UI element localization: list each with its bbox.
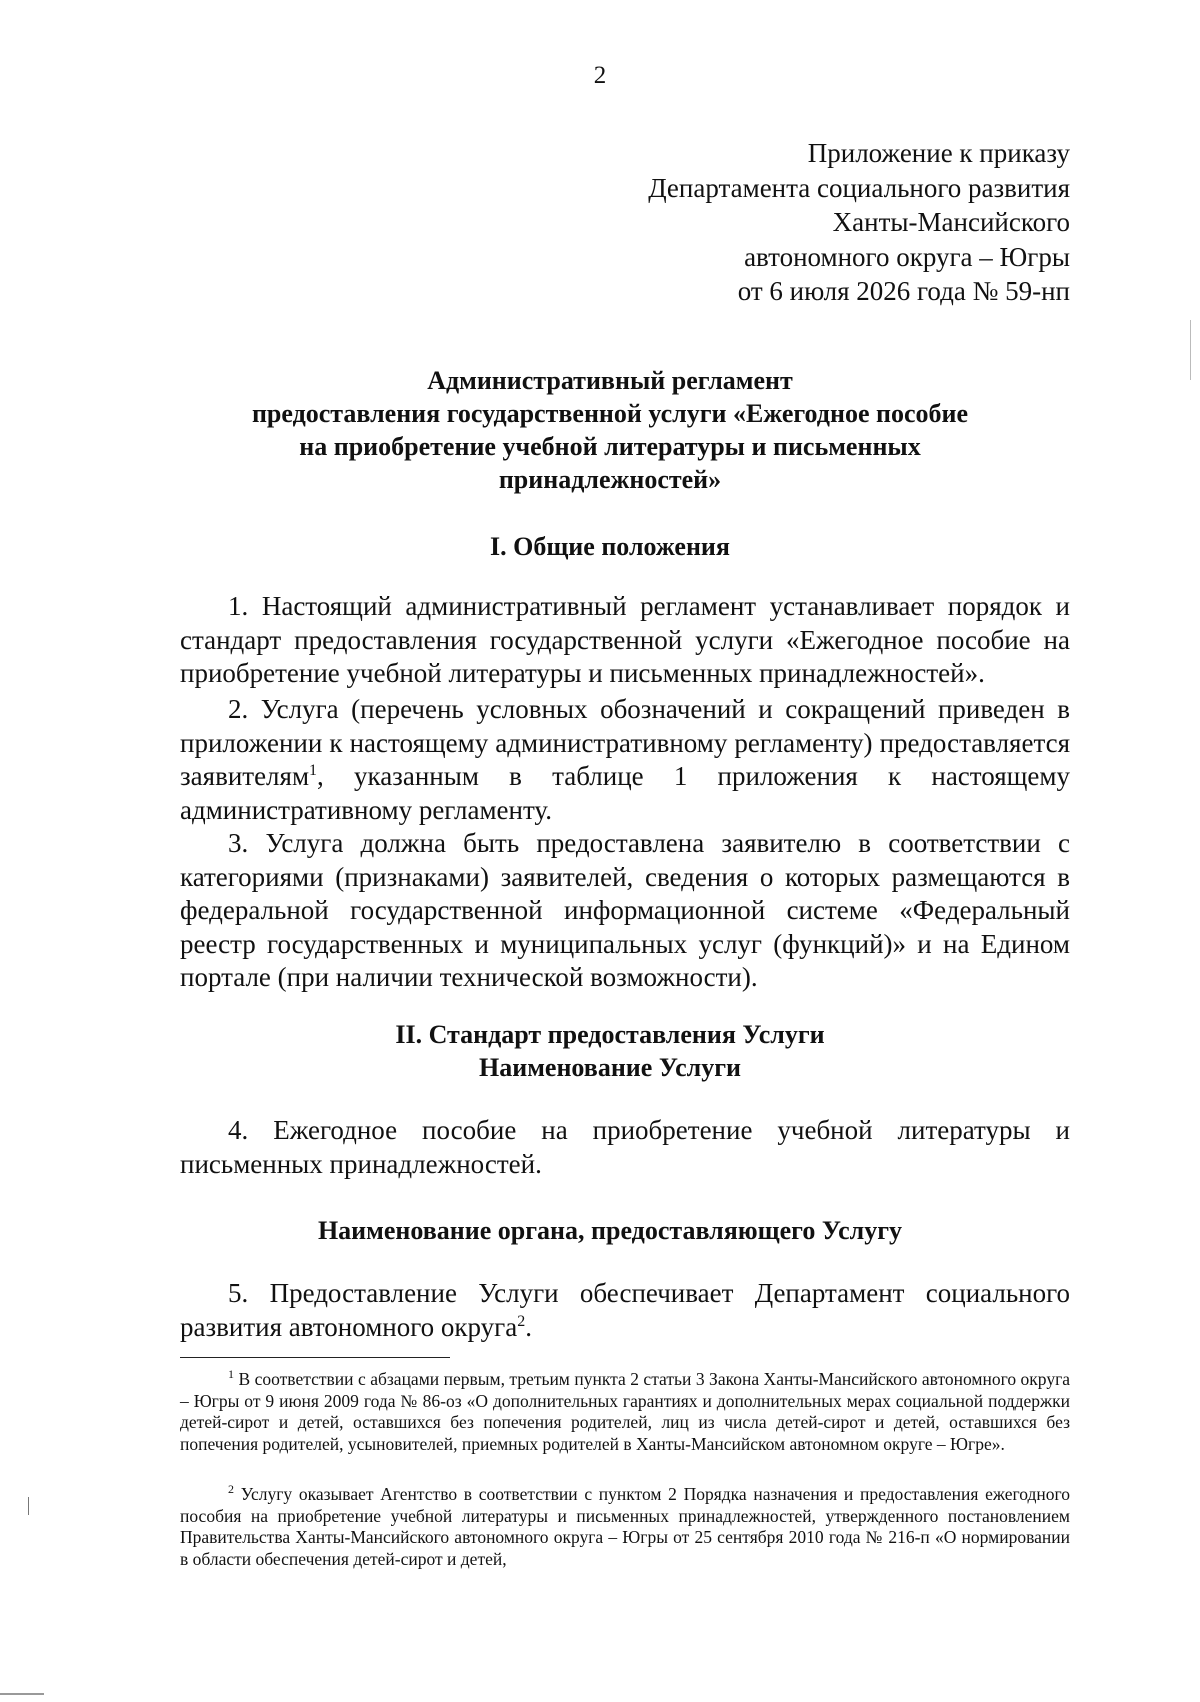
paragraph-4 <box>180 1114 1070 1181</box>
appendix-line: автономного округа – Югры <box>744 241 1070 272</box>
footnote-mark: 2 <box>228 1482 234 1497</box>
heading-line: Наименование Услуги <box>478 1053 742 1082</box>
page-number: 2 <box>593 62 607 89</box>
paragraph-1 <box>180 590 1070 691</box>
section-heading-general: I. Общие положения <box>490 532 730 561</box>
paragraph-5: 5. Предоставление Услуги обеспечивает Департамент социального развития автономного округа$^2$. <box>180 1278 1070 1342</box>
footnote-2 <box>180 1484 1070 1570</box>
footnote-mark: 1 <box>228 1367 234 1382</box>
footnote-ref: 2 <box>517 1312 526 1330</box>
appendix-line: Приложение к приказу <box>807 138 1070 168</box>
footnote-separator <box>180 1357 450 1358</box>
appendix-line: Департамента социального развития <box>648 172 1070 203</box>
section-heading-standard <box>150 1018 1070 1084</box>
paragraph-2 <box>180 693 1070 827</box>
scan-artifact <box>1190 320 1191 380</box>
appendix-line: Ханты-Мансийского <box>832 207 1070 237</box>
section-heading-authority: Наименование органа, предоставляющего Услугу <box>317 1216 903 1245</box>
title-line: Административный регламент <box>427 366 793 395</box>
footnote-1 <box>180 1369 1070 1455</box>
appendix-block <box>648 136 1070 309</box>
appendix-line: от 6 июля 2026 года № 59-нп <box>737 276 1070 306</box>
footnote-ref: 1 <box>309 762 318 779</box>
document-title <box>180 364 1040 496</box>
title-line: предоставления государственной услуги «Ежегодное пособие <box>251 399 969 428</box>
heading-line: II. Стандарт предоставления Услуги <box>395 1020 825 1049</box>
paragraph-text: 5. Предоставление Услуги обеспечивает Департамент социального развития автономного округа <box>180 1278 1070 1342</box>
paragraph-text: , указанным в таблице 1 приложения к настоящему административному регламенту. <box>180 761 1070 825</box>
scan-artifact <box>28 1497 29 1515</box>
paragraph-text: 2. Услуга (перечень условных обозначений и сокращений приведен в приложении к настоящему административному регламенту) предоставляется заявителям <box>180 694 1070 791</box>
title-line: принадлежностей» <box>498 465 722 494</box>
footnote-text: Услугу оказывает Агентство в соответствии с пунктом 2 Порядка назначения и предоставления ежегодного пособия на приобретение учебной литературы и письменных принадлежностей, утвержденного постановлением Правительства Ханты-Мансийского автономного округа – Югры от 25 сентября 2010 года № 216-п «О нормировании в области обеспечения детей-сирот и детей, <box>180 1484 1070 1569</box>
title-line: на приобретение учебной литературы и письменных <box>299 432 921 461</box>
paragraph-3 <box>180 827 1070 995</box>
paragraph-text: 3. Услуга должна быть предоставлена заявителю в соответствии с категориями (признаками) заявителей, сведения о которых размещаются в федеральной государственной информационной системе «Федеральный реестр государственных и муниципальных услуг (функций)» и на Едином портале (при наличии технической возможности). <box>180 828 1070 992</box>
scan-artifact <box>0 1693 44 1695</box>
paragraph-text: 4. Ежегодное пособие на приобретение учебной литературы и письменных принадлежностей. <box>180 1115 1070 1179</box>
footnote-text: В соответствии с абзацами первым, третьим пункта 2 статьи 3 Закона Ханты-Мансийского автономного округа – Югры от 9 июня 2009 года № 86-оз «О дополнительных гарантиях и дополнительных мерах социальной поддержки детей-сирот и детей, оставшихся без попечения родителей, лиц из числа детей-сирот и детей, оставшихся без попечения родителей, усыновителей, приемных родителей в Ханты-Мансийском автономном округе – Югре». <box>180 1369 1071 1454</box>
paragraph-text: 1. Настоящий административный регламент устанавливает порядок и стандарт предоставления государственной услуги «Ежегодное пособие на приобретение учебной литературы и письменных принадлежностей». <box>180 591 1070 688</box>
